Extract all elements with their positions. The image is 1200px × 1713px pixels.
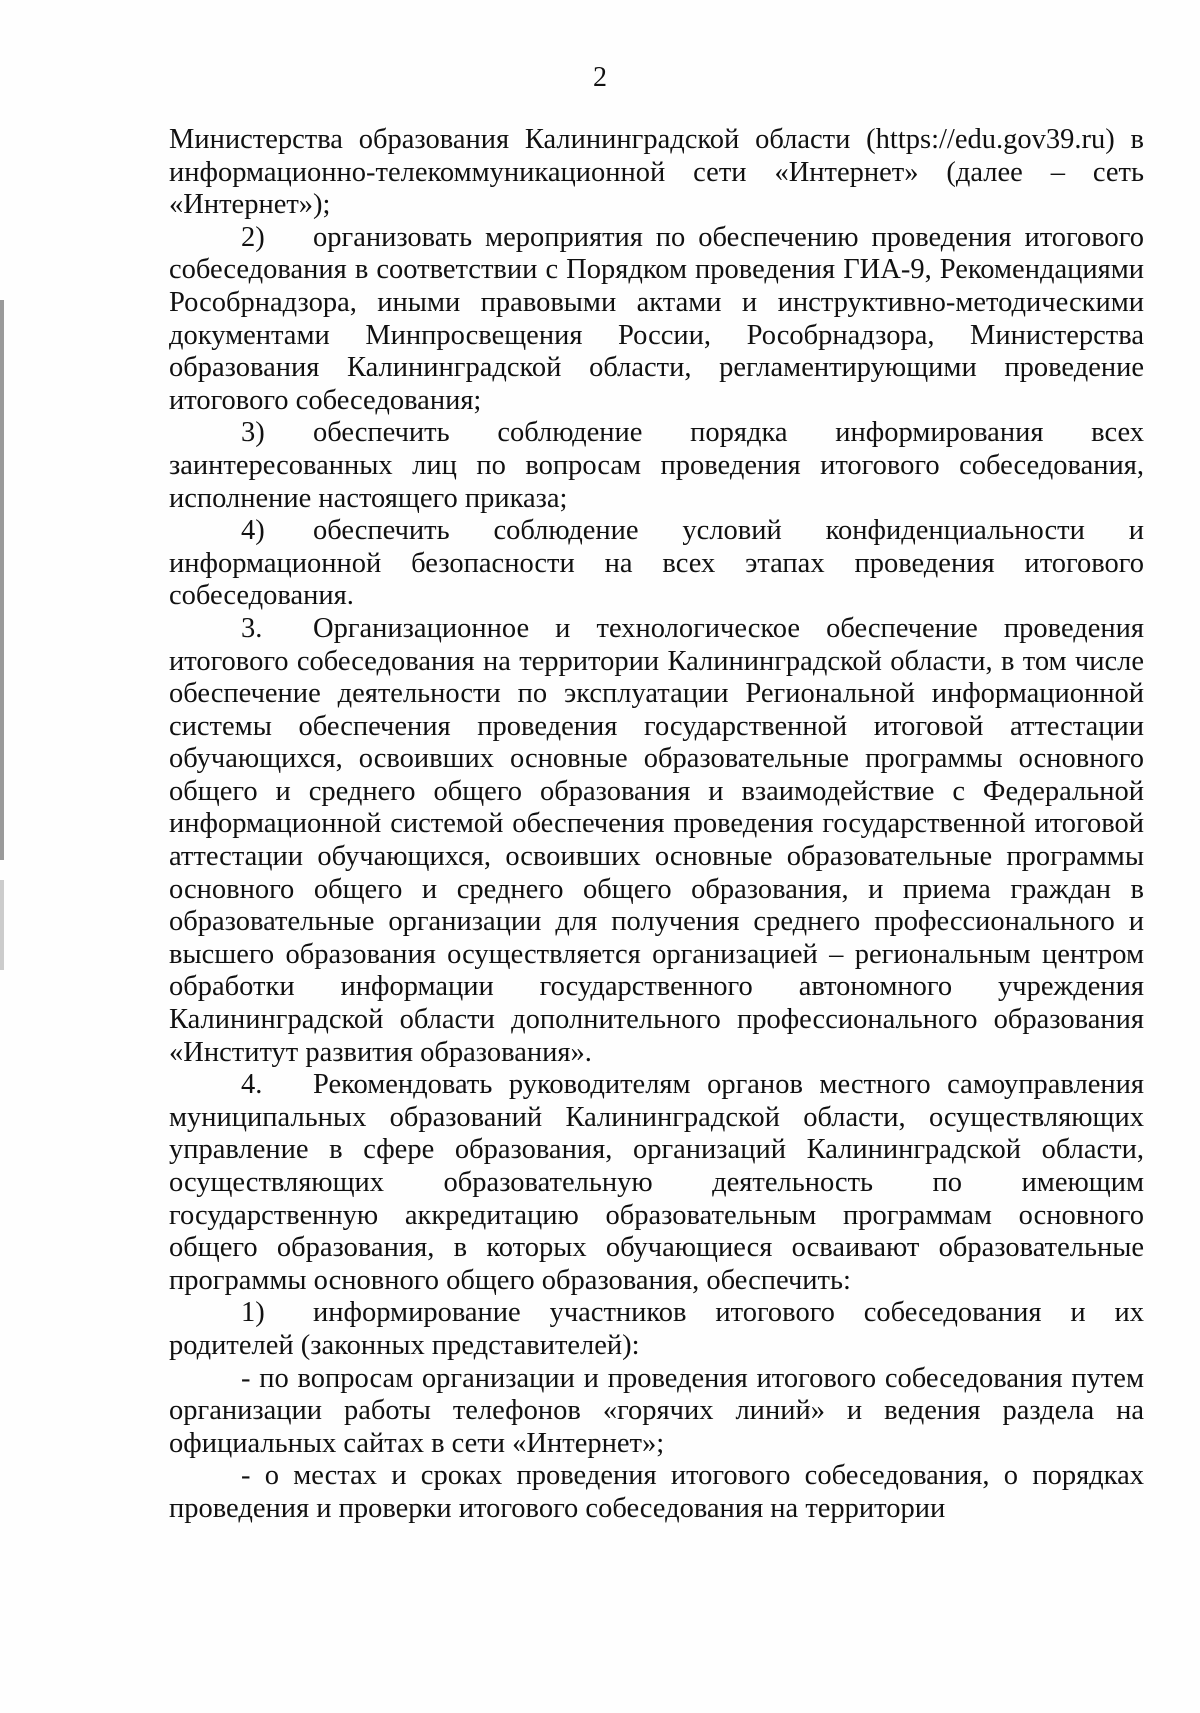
paragraph <box>169 124 1144 222</box>
list-item <box>169 417 1144 515</box>
paragraph-text: Рекомендовать руководителям органов местного самоуправления муниципальных образований Калининградской области, осуществляющих управление в сфере образования, организаций Калининградской области, осуществляющих образовательную деятельность по имеющим государственную аккредитацию образовательным программам основного общего образования, в которых обучающиеся осваивают образовательные программы основного общего образования, обеспечить: <box>169 1069 1144 1296</box>
list-item <box>169 515 1144 613</box>
paragraph-text: Министерства образования Калининградской области (https://edu.gov39.ru) в информационно-телекоммуникационной сети «Интернет» (далее – сеть «Интернет»); <box>169 124 1144 221</box>
bullet-item <box>169 1460 1144 1525</box>
section-item <box>169 613 1144 1069</box>
item-number: 1) <box>241 1297 265 1329</box>
paragraph-text: организовать мероприятия по обеспечению проведения итогового собеседования в соответствии с Порядком проведения ГИА-9, Рекомендациями Рособрнадзора, иными правовыми актами и инструктивно-методическими документами Минпросвещения России, Рособрнадзора, Министерства образования Калининградской области, регламентирующими проведение итогового собеседования; <box>169 221 1144 416</box>
paragraph-text: обеспечить соблюдение условий конфиденциальности и информационной безопасности на всех этапах проведения итогового собеседования. <box>169 515 1144 612</box>
document-body <box>169 124 1144 1526</box>
paragraph-text: Организационное и технологическое обеспечение проведения итогового собеседования на территории Калининградской области, в том числе обеспечение деятельности по эксплуатации Региональной информационной системы обеспечения проведения государственной итоговой аттестации обучающихся, освоивших основные образовательные программы основного общего и среднего общего образования и взаимодействие с Федеральной информационной системой обеспечения проведения государственной итоговой аттестации обучающихся, освоивших основные образовательные программы основного общего и среднего общего образования, и приема граждан в образовательные организации для получения среднего профессионального и высшего образования осуществляется организацией – региональным центром обработки информации государственного автономного учреждения Калининградской области дополнительного профессионального образования «Институт развития образования». <box>169 612 1144 1068</box>
item-number: 3. <box>241 612 263 644</box>
scan-edge-mark <box>0 300 4 860</box>
item-number: 3) <box>241 417 265 449</box>
scan-edge-mark <box>0 880 4 970</box>
section-item <box>169 1069 1144 1297</box>
paragraph-text: - о местах и сроках проведения итогового собеседования, о порядках проведения и проверки итогового собеседования на территории <box>169 1460 1144 1524</box>
item-number: 4. <box>241 1069 263 1101</box>
paragraph-text: - по вопросам организации и проведения итогового собеседования путем организации работы телефонов «горячих линий» и ведения раздела на официальных сайтах в сети «Интернет»; <box>169 1362 1144 1459</box>
paragraph-text: обеспечить соблюдение порядка информирования всех заинтересованных лиц по вопросам проведения итогового собеседования, исполнение настоящего приказа; <box>169 417 1144 514</box>
item-number: 2) <box>241 221 265 253</box>
page-number: 2 <box>593 62 607 93</box>
list-item <box>169 222 1144 418</box>
item-number: 4) <box>241 515 265 547</box>
bullet-item <box>169 1363 1144 1461</box>
paragraph-text: информирование участников итогового собеседования и их родителей (законных представителей): <box>169 1297 1144 1361</box>
list-item <box>169 1297 1144 1362</box>
